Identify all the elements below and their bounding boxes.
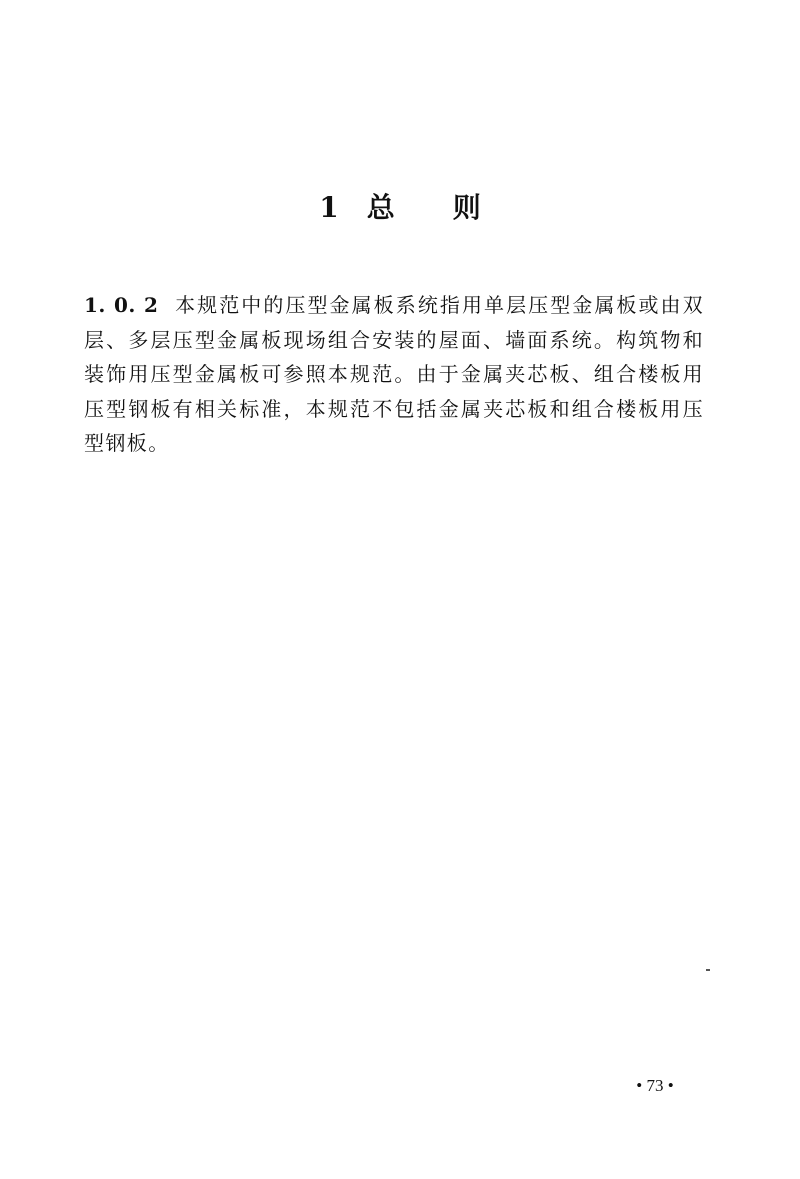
clause-number: 1. 0. 2 (84, 293, 159, 317)
chapter-title-char-2: 则 (452, 191, 481, 224)
clause-paragraph (84, 288, 704, 461)
chapter-number: 1 (319, 191, 339, 224)
chapter-title-char-1: 总 (366, 191, 395, 224)
scan-speck (706, 969, 710, 971)
clause-text: 本规范中的压型金属板系统指用单层压型金属板或由双层、多层压型金属板现场组合安装的屋面、墙面系统。构筑物和装饰用压型金属板可参照本规范。由于金属夹芯板、组合楼板用压型钢板有相关标准，本规范不包括金属夹芯板和组合楼板用压型钢板。 (84, 293, 704, 455)
chapter-title (0, 186, 800, 226)
page-number: • 73 • (636, 1076, 674, 1095)
